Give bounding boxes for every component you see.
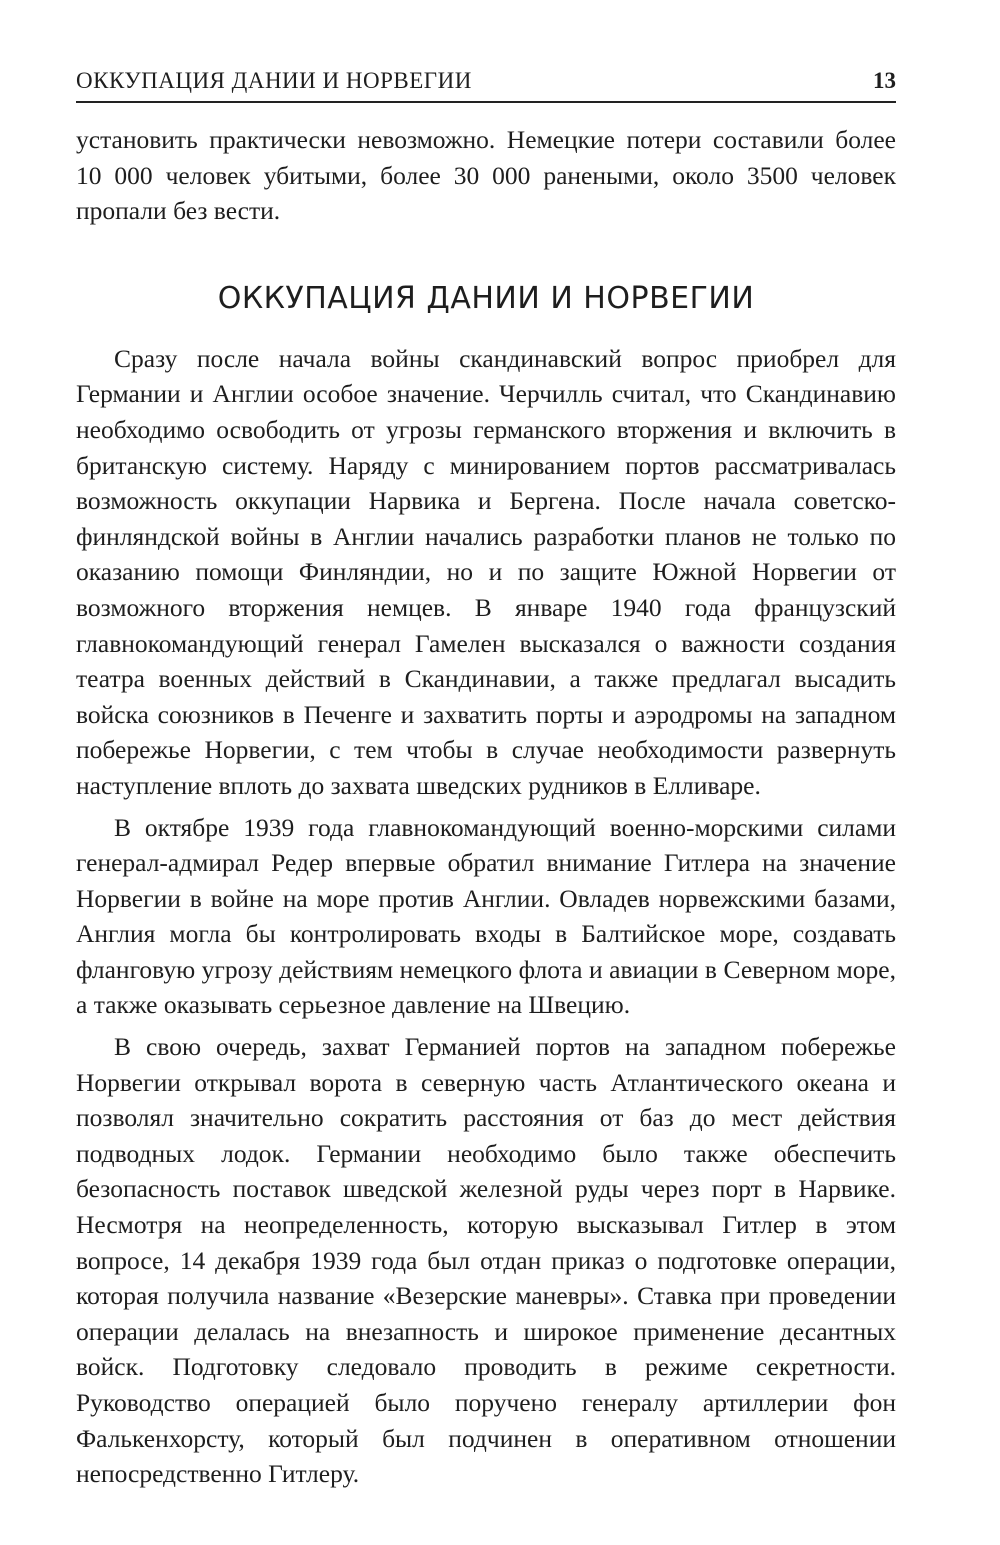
body-text xyxy=(76,122,896,1492)
running-head xyxy=(76,66,896,96)
page-number: 13 xyxy=(873,68,896,93)
paragraph-3: В свою очередь, захват Германией портов на западном побережье Норвегии открывал ворота в северную часть Атлантического океана и позволял значительно сократить расстояния от баз до мест действия подводных лодок. Германии необходимо было также обеспечить безопасность поставок шведской железной руды через порт в Нарвике. Несмотря на неопределенность, которую высказывал Гитлер в этом вопросе, 14 декабря 1939 года был отдан приказ о подготовке операции, которая получила название «Везерские маневры». Ставка при проведении операции делалась на внезапность и широкое применение десантных войск. Подготовку следовало проводить в режиме секретности. Руководство операцией было поручено генералу артиллерии фон Фалькенхорсту, который был подчинен в оперативном отношении непосредственно Гитлеру. xyxy=(76,1032,896,1489)
running-head-title: ОККУПАЦИЯ ДАНИИ И НОРВЕГИИ xyxy=(76,68,472,93)
header-rule xyxy=(76,101,896,103)
paragraph-continued: установить практически невозможно. Немецкие потери составили более 10 000 человек убитыми, более 30 000 ранеными, около 3500 человек пропали без вести. xyxy=(76,125,896,226)
section-heading: ОККУПАЦИЯ ДАНИИ И НОРВЕГИИ xyxy=(217,280,755,316)
paragraph-1: Сразу после начала войны скандинавский вопрос приобрел для Германии и Англии особое значение. Черчилль считал, что Скандинавию необходимо освободить от угрозы германского вторжения и включить в британскую систему. Наряду с минированием портов рассматривалась возможность оккупации Нарвика и Бергена. После начала советско-финляндской войны в Англии начались разработки планов не только по оказанию помощи Финляндии, но и по защите Южной Норвегии от возможного вторжения немцев. В январе 1940 года французский главнокомандующий генерал Гамелен высказался о важности создания театра военных действий в Скандинавии, а также предлагал высадить войска союзников в Печенге и захватить порты и аэродромы на западном побережье Норвегии, с тем чтобы в случае необходимости развернуть наступление вплоть до захвата шведских рудников в Елливаре. xyxy=(76,343,896,800)
paragraph-2: В октябре 1939 года главнокомандующий военно-морскими силами генерал-адмирал Редер впервые обратил внимание Гитлера на значение Норвегии в войне на море против Англии. Овладев норвежскими базами, Англия могла бы контролировать входы в Балтийское море, создавать фланговую угрозу действиям немецкого флота и авиации в Северном море, а также оказывать серьезное давление на Швецию. xyxy=(76,812,896,1020)
